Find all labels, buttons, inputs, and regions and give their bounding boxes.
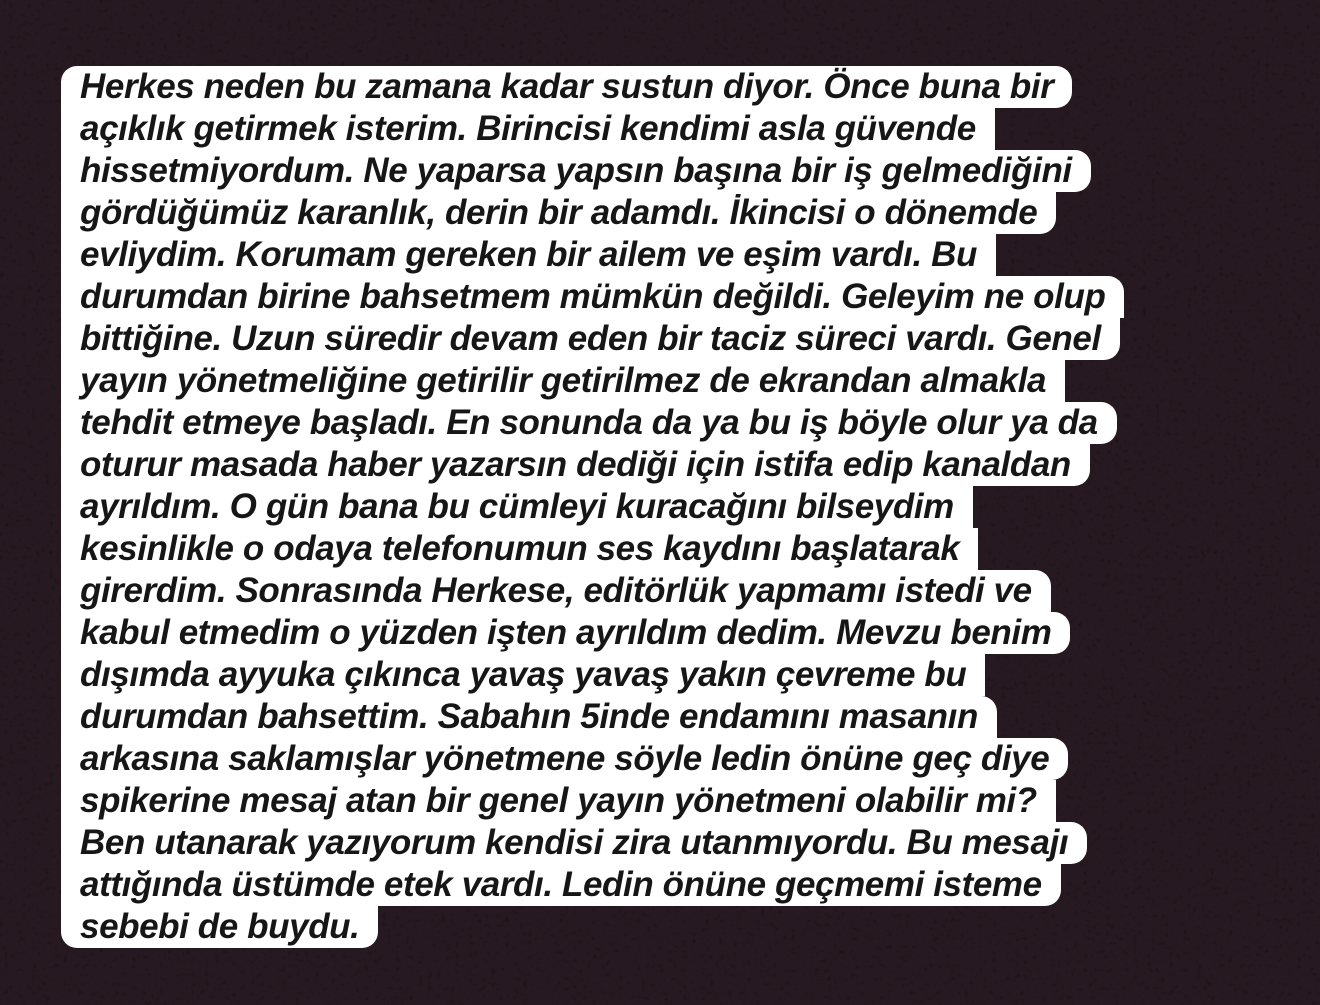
text-line: spikerine mesaj atan bir genel yayın yönetmeni olabilir mi? [61,780,1056,822]
text-line: durumdan birine bahsetmem mümkün değildi. Geleyim ne olup [61,276,1124,318]
text-block [61,66,1124,948]
text-line: kabul etmedim o yüzden işten ayrıldım dedim. Mevzu benim [61,612,1070,654]
text-line: gördüğümüz karanlık, derin bir adamdı. İkincisi o dönemde [61,192,1056,234]
text-line: bittiğine. Uzun süredir devam eden bir taciz süreci vardı. Genel [61,318,1120,360]
text-line: yayın yönetmeliğine getirilir getirilmez de ekrandan almakla [61,360,1065,402]
text-line: Herkes neden bu zamana kadar sustun diyor. Önce buna bir [61,66,1072,108]
text-line: durumdan bahsettim. Sabahın 5inde endamını masanın [61,696,997,738]
text-line: açıklık getirmek isterim. Birincisi kendimi asla güvende [61,108,995,150]
text-line: Ben utanarak yazıyorum kendisi zira utanmıyordu. Bu mesajı [61,822,1087,864]
text-line: girerdim. Sonrasında Herkese, editörlük yapmamı istedi ve [61,570,1051,612]
text-line: arkasına saklamışlar yönetmene söyle ledin önüne geç diye [61,738,1068,780]
text-line: kesinlikle o odaya telefonumun ses kaydını başlatarak [61,528,978,570]
text-line: attığında üstümde etek vardı. Ledin önüne geçmemi isteme [61,864,1061,906]
text-line: dışımda ayyuka çıkınca yavaş yavaş yakın çevreme bu [61,654,985,696]
text-line: hissetmiyordum. Ne yaparsa yapsın başına bir iş gelmediğini [61,150,1091,192]
text-line: tehdit etmeye başladı. En sonunda da ya bu iş böyle olur ya da [61,402,1117,444]
text-line: evliydim. Korumam gereken bir ailem ve eşim vardı. Bu [61,234,996,276]
text-line: ayrıldım. O gün bana bu cümleyi kuracağını bilseydim [61,486,973,528]
text-line: sebebi de buydu. [61,906,378,948]
text-line: oturur masada haber yazarsın dediği için istifa edip kanaldan [61,444,1090,486]
